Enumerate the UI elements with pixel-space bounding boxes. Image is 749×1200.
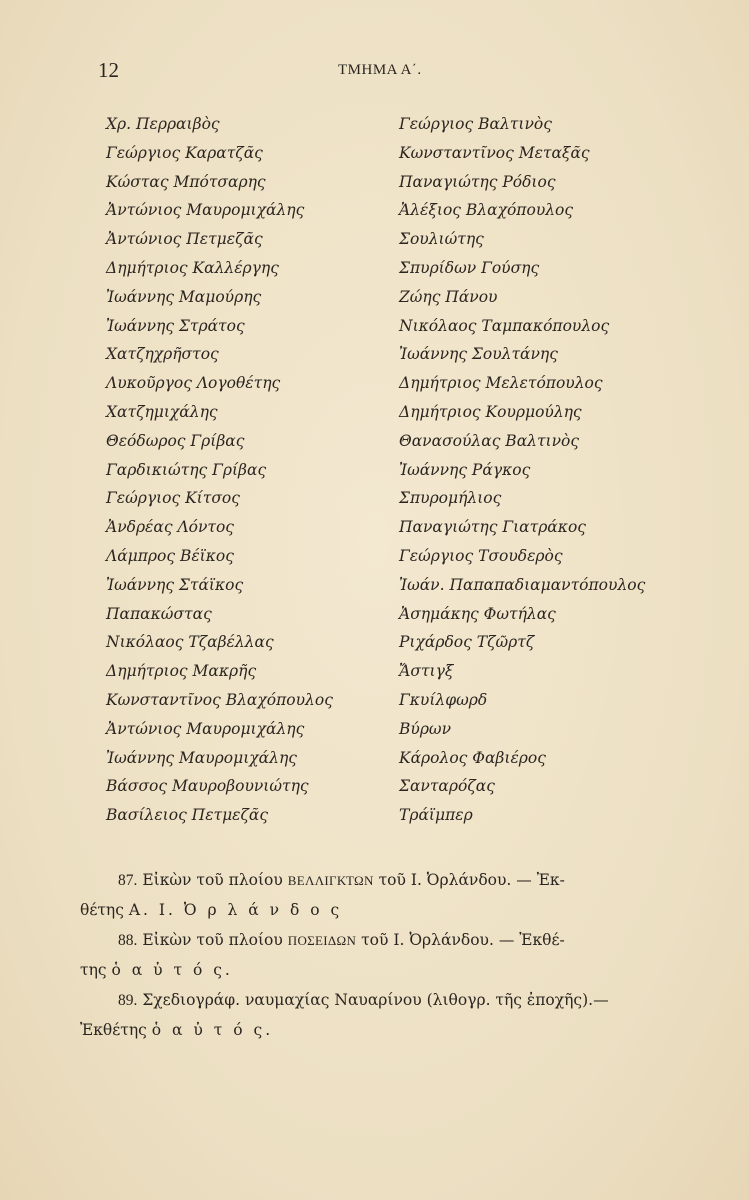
- ship-name: ΒΕΛΛΙΓΚΤΩΝ: [287, 873, 374, 888]
- left-name-column: [106, 110, 333, 830]
- entry-number: 87.: [118, 872, 138, 889]
- name-entry: Χατζηχρῆστος: [106, 345, 219, 364]
- name-entry: Ἀντώνιος Μαυρομιχάλης: [106, 201, 305, 220]
- entry-line: [106, 986, 688, 1015]
- catalog-entry: [80, 926, 688, 986]
- name-entry: Βάσσος Μαυροβουνιώτης: [106, 777, 309, 796]
- name-entry: Ριχάρδος Τζῶρτζ: [399, 633, 535, 652]
- catalog-entry: [80, 986, 688, 1046]
- name-entry: Ἀνδρέας Λόντος: [106, 518, 234, 537]
- name-entry: Ζώης Πάνου: [399, 287, 498, 306]
- entry-text: Ἐκθέτης: [80, 1021, 147, 1039]
- entry-number: 88.: [118, 932, 138, 949]
- running-head: ΤΜΗΜΑ Α΄.: [338, 62, 422, 78]
- name-entry: Ἰωάννης Μαυρομιχάλης: [106, 748, 297, 767]
- name-entry: Γεώργιος Τσουδερὸς: [399, 546, 563, 565]
- name-entry: Θανασούλας Βαλτινὸς: [399, 431, 580, 450]
- name-entry: Θεόδωρος Γρίβας: [106, 431, 245, 450]
- name-entry: Ἰωάννης Μαμούρης: [106, 287, 262, 306]
- entry-line: [80, 1015, 688, 1046]
- name-entry: Βασίλειος Πετμεζᾶς: [106, 806, 269, 825]
- name-entry: Δημήτριος Καλλέργης: [106, 258, 279, 277]
- name-entry: Σουλιώτης: [399, 230, 484, 249]
- name-entry: Σπυρίδων Γούσης: [399, 258, 540, 277]
- name-entry: Παναγιώτης Γιατράκος: [399, 518, 586, 537]
- name-entry: Γεώργιος Κίτσος: [106, 489, 240, 508]
- entry-text: θέτης: [80, 901, 124, 919]
- name-entry: Τράϊμπερ: [399, 806, 473, 825]
- name-entry: Λυκοῦργος Λογοθέτης: [106, 374, 281, 393]
- name-entry: Δημήτριος Κουρμούλης: [399, 402, 582, 421]
- exhibitor-name: ὁ α ὐ τ ό ς.: [111, 961, 233, 979]
- name-entry: Βύρων: [399, 719, 451, 738]
- name-entry: Σπυρομήλιος: [399, 489, 502, 508]
- right-name-column: [399, 110, 645, 830]
- entry-text: της: [80, 961, 107, 979]
- ship-name: ΠΟΣΕΙΔΩΝ: [287, 933, 357, 948]
- catalog-entries: [80, 866, 688, 1046]
- name-entry: Χατζημιχάλης: [106, 402, 218, 421]
- name-entry: Γαρδικιώτης Γρίβας: [106, 460, 267, 479]
- name-entry: Δημήτριος Μακρῆς: [106, 662, 257, 681]
- entry-line: [80, 955, 688, 986]
- page-number: 12: [98, 58, 119, 82]
- entry-line: [80, 895, 688, 926]
- name-entry: Λάμπρος Βέϊκος: [106, 546, 234, 565]
- name-entry: Παναγιώτης Ρόδιος: [399, 172, 556, 191]
- entry-text: Εἰκὼν τοῦ πλοίου: [142, 871, 283, 889]
- name-entry: Γεώργιος Καρατζᾶς: [106, 143, 263, 162]
- name-entry: Ἀντώνιος Πετμεζᾶς: [106, 230, 263, 249]
- name-entry: Γκυίλφωρδ: [399, 690, 488, 709]
- entry-text: Σχεδιογράφ. ναυμαχίας Ναυαρίνου (λιθογρ. τῆς ἐποχῆς).—: [142, 991, 609, 1009]
- name-entry: Παπακώστας: [106, 604, 212, 623]
- name-entry: Ἀσημάκης Φωτήλας: [399, 604, 556, 623]
- name-entry: Ἀντώνιος Μαυρομιχάλης: [106, 719, 305, 738]
- name-entry: Δημήτριος Μελετόπουλος: [399, 374, 603, 393]
- page-header: [98, 58, 658, 84]
- name-entry: Ἰωάννης Στάϊκος: [106, 575, 244, 594]
- entry-number: 89.: [118, 992, 138, 1009]
- name-entry: Νικόλαος Ταμπακόπουλος: [399, 316, 610, 335]
- name-entry: Σανταρόζας: [399, 777, 495, 796]
- entry-line: [106, 926, 688, 955]
- catalog-entry: [80, 866, 688, 926]
- name-entry: Ἰωάννης Ράγκος: [399, 460, 531, 479]
- name-entry: Ἰωάννης Σουλτάνης: [399, 345, 558, 364]
- entry-text: τοῦ Ι. Ὀρλάνδου. — Ἐκ-: [378, 871, 565, 889]
- name-entry: Χρ. Περραιβὸς: [106, 115, 220, 133]
- name-entry: Κάρολος Φαβιέρος: [399, 748, 546, 767]
- name-entry: Ἀλέξιος Βλαχόπουλος: [399, 201, 574, 220]
- name-entry: Κωνσταντῖνος Μεταξᾶς: [399, 143, 590, 162]
- name-entry: Ἰωάννης Στράτος: [106, 316, 245, 335]
- exhibitor-name: ὁ α ὐ τ ό ς.: [151, 1021, 274, 1039]
- entry-line: [106, 866, 688, 895]
- name-entry: Γεώργιος Βαλτινὸς: [399, 115, 552, 133]
- exhibitor-name: Α. Ι. Ὀ ρ λ ά ν δ ο ς: [128, 901, 343, 919]
- name-entry: Νικόλαος Τζαβέλλας: [106, 633, 274, 652]
- entry-text: Εἰκὼν τοῦ πλοίου: [142, 931, 283, 949]
- entry-text: τοῦ Ι. Ὀρλάνδου. — Ἐκθέ-: [361, 931, 565, 949]
- name-entry: Κωνσταντῖνος Βλαχόπουλος: [106, 690, 333, 709]
- name-entry: Ἰωάν. Παπαπαδιαμαντόπουλος: [399, 575, 646, 594]
- name-entry: Κώστας Μπότσαρης: [106, 172, 266, 191]
- name-entry: Ἄστιγξ: [399, 662, 454, 681]
